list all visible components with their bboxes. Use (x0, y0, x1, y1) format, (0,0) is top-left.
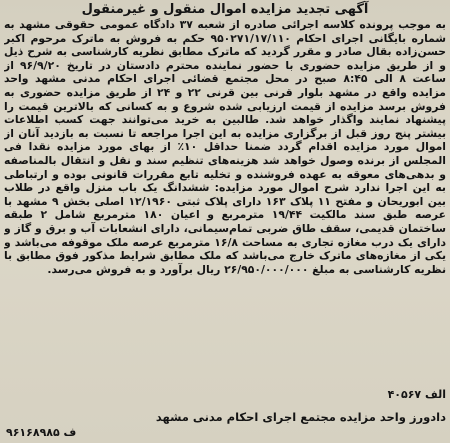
stamp-code: ف ۹۶۱۶۸۹۸۵ (6, 426, 77, 439)
signature-line: دادورز واحد مزایده مجتمع اجرای احکام مدنی مشهد (155, 410, 446, 424)
notice-code: الف ۴۰۵۶۷ (387, 388, 446, 401)
notice-body: به موجب پرونده کلاسه اجرائی صادره از شعبه ۳۷ دادگاه عمومی حقوقی مشهد به شماره بایگانی اجرای احکام ۹۵۰۲۷۱/۱۷/۱۱۰ حکم به فروش به ماترک مرحوم اکبر حسن‌زاده بقال صادر و مقرر گردید که ماترک مطابق نظریه کارشناسی به شرح ذیل و از طریق مزایده حضوری با حضور نماینده محترم دادستان در تاریخ ۹۶/۹/۲۰ از ساعت ۸ الی ۸:۴۵ صبح در محل مجتمع قضائی اجرای احکام مدنی مشهد واحد مزایده واقع در مشهد بلوار قرنی بین قرنی ۲۲ و ۲۴ از طریق مزایده حضوری به فروش برسد مزایده از قیمت ارزیابی شده شروع و به کسانی که بالاترین قیمت را پیشنهاد نمایند واگذار خواهد شد. طالبین به خرید می‌توانند جهت کسب اطلاعات بیشتر پنج روز قبل از برگزاری مزایده به این اجرا مراجعه تا نسبت به بازدید آنان از اموال مورد مزایده اقدام گردد ضمنا حداقل ۱۰٪ از بهای مورد مزایده نقدا فی المجلس از برنده وصول خواهد شد هزینه‌های تنظیم سند و نقل و انتقال بالمناصفه و بدهی‌های معوقه به عهده فروشنده و تخلیه تابع مقررات قانونی بوده و ارتباطی به این اجرا ندارد شرح اموال مورد مزایده: ششدانگ یک باب منزل واقع در طلاب بین ابوریحان و مفتح ۱۱ پلاک ۱۶۳ دارای پلاک ثبتی ۱۲/۱۹۶۰ اصلی بخش ۹ مشهد با عرصه طبق سند مالکیت ۱۹/۴۴ مترمربع و اعیان ۱۸۰ مترمربع شامل ۲ طبقه ساختمان قدیمی، سقف طاق ضربی تمام‌سیمانی، دارای انشعابات آب و برق و گاز و دارای یک درب مغازه تجاری به مساحت ۱۶/۸ مترمربع عرصه ملک موقوفه می‌باشد و یکی از مغازه‌های ماترک خارج می‌باشد که ملک مطابق شرایط مذکور فوق مطابق با نظریه کارشناسی به مبلغ ۲۶/۹۵۰/۰۰۰/۰۰۰ ریال برآورد و به فروش می‌رسد. (4, 18, 446, 276)
notice-title: آگهی تجدید مزایده اموال منقول و غیرمنقول (81, 2, 369, 17)
